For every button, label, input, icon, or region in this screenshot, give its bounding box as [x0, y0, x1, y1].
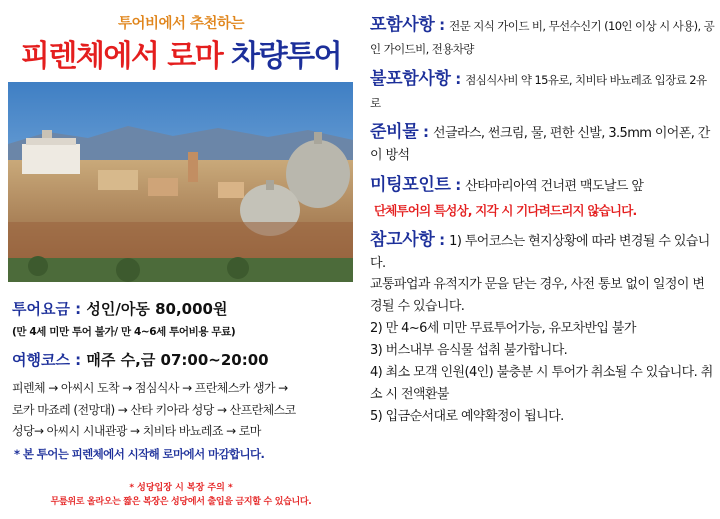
route-note: * 본 투어는 피렌체에서 시작해 로마에서 마감합니다.	[14, 447, 265, 461]
reference-notes	[370, 274, 716, 428]
tour-fee	[12, 298, 227, 319]
lateness-warning: 단체투어의 특성상, 지각 시 기다려드리지 않습니다.	[374, 203, 637, 218]
tour-fee-value: 성인/아동 80,000원	[86, 300, 228, 318]
route-description	[12, 378, 362, 443]
included-section: 포함사항 : 전문 지식 가이드 비, 무선수신기 (10인 이상 시 사용), 공인 가이드비, 전용차량	[370, 15, 715, 56]
tour-course-value: 매주 수,금 07:00~20:00	[86, 351, 269, 369]
tour-fee-note: (만 4세 미만 투어 불가/ 만 4~6세 투어비용 무료)	[12, 326, 236, 338]
rome-skyline-photo	[8, 82, 353, 282]
tour-fee-label: 투어요금 :	[12, 300, 82, 318]
title-red: 피렌체에서 로마	[20, 39, 223, 74]
prepare-label: 준비물	[370, 122, 419, 142]
reference-note: 교통파업과 유적지가 문을 닫는 경우, 사전 통보 없이 일정이 변경될 수 있습니다.	[370, 277, 705, 314]
right-column	[366, 0, 716, 519]
prepare-section: 준비물 : 선글라스, 썬크림, 물, 편한 신발, 3.5mm 이어폰, 간이 방석	[370, 122, 710, 163]
reference-note: 4) 최소 모객 인원(4인) 불충분 시 투어가 취소될 수 있습니다. 취소 시 전액환불	[370, 365, 713, 402]
subtitle: 투어비에서 추천하는	[117, 16, 245, 32]
route-line: 성당→ 아씨시 시내관광 → 치비타 바뇨레죠 → 로마	[12, 424, 261, 438]
dress-code-caution-title: * 성당입장 시 복장 주의 *	[129, 483, 233, 493]
reference-intro: 1) 투어코스는 현지상황에 따라 변경될 수 있습니다.	[370, 234, 710, 271]
excluded-section: 불포함사항 : 점심식사비 약 15유로, 치비타 바뇨레죠 입장료 2유로	[370, 69, 707, 110]
reference-note: 3) 버스내부 음식물 섭취 불가합니다.	[370, 343, 568, 358]
meeting-text: 산타마리아역 건너편 맥도날드 앞	[465, 179, 644, 194]
included-label: 포함사항	[370, 15, 435, 35]
title-blue: 차량투어	[231, 39, 342, 74]
excluded-label: 불포함사항	[370, 69, 451, 89]
tour-course-label: 여행코스 :	[12, 351, 82, 369]
reference-note: 5) 입금순서대로 예약확정이 됩니다.	[370, 409, 564, 424]
included-text: 전문 지식 가이드 비, 무선수신기 (10인 이상 시 사용), 공인 가이드비, 전용차량	[370, 19, 715, 56]
dress-code-caution-text: 무릎위로 올라오는 짧은 복장은 성당에서 출입을 금지할 수 있습니다.	[50, 497, 312, 507]
route-line: 피렌체 → 아씨시 도착 → 점심식사 → 프란체스카 생가 →	[12, 381, 288, 395]
route-line: 로카 마죠레 (전망대) → 산타 키아라 성당 → 산프란체스코	[12, 402, 296, 417]
excluded-text: 점심식사비 약 15유로, 치비타 바뇨레죠 입장료 2유로	[370, 73, 707, 110]
page-title	[0, 31, 362, 75]
meeting-label: 미팅포인트	[370, 175, 451, 195]
tour-course	[12, 349, 269, 370]
reference-note: 2) 만 4~6세 미만 무료투어가능, 유모차반입 불가	[370, 321, 636, 336]
meeting-section: 미팅포인트 : 산타마리아역 건너편 맥도날드 앞	[370, 175, 644, 195]
reference-section: 참고사항 : 1) 투어코스는 현지상황에 따라 변경될 수 있습니다.	[370, 230, 710, 271]
reference-label: 참고사항	[370, 230, 435, 250]
prepare-text: 선글라스, 썬크림, 물, 편한 신발, 3.5mm 이어폰, 간이 방석	[370, 126, 710, 163]
